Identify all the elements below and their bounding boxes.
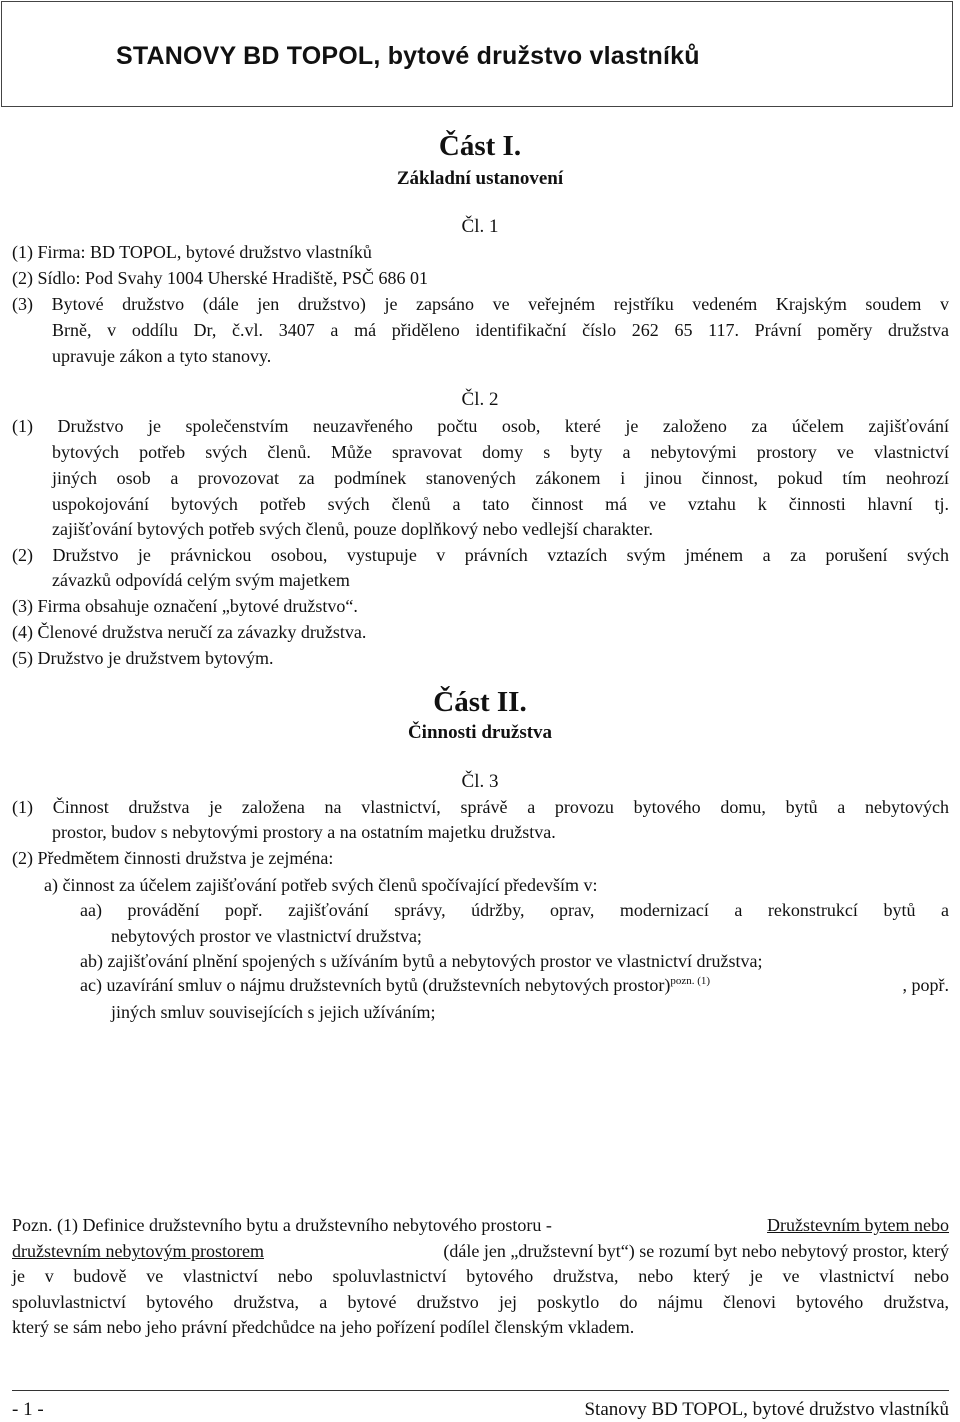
article-1-label: Čl. 1 xyxy=(461,216,499,237)
art3-ac-text: ac) uzavírání smluv o nájmu družstevních bytů (družstevních nebytových prostor)$^{pozn. (1)}$ xyxy=(80,975,711,995)
art3-line: (2) Předmětem činnosti družstva je zejména: xyxy=(12,848,334,868)
part-2-title: Část II. xyxy=(433,686,527,718)
footer-title: Stanovy BD TOPOL, bytové družstvo vlastníků xyxy=(584,1399,949,1420)
art2-line: bytových potřeb svých členů. Může spravovat domy s byty a nebytovými prostory ve vlastnictví xyxy=(52,442,949,462)
art3-line: prostor, budov s nebytovými prostory a na ostatním majetku družstva. xyxy=(52,822,556,842)
note-line: spoluvlastnictví bytového družstva, a bytové družstvo jej poskytlo do nájmu členovi bytového družstva, xyxy=(12,1292,949,1312)
document-title: STANOVY BD TOPOL, bytové družstvo vlastníků xyxy=(116,42,700,70)
art3-line: nebytových prostor ve vlastnictví družstva; xyxy=(111,926,422,946)
note-term-2: družstevním nebytovým prostorem xyxy=(12,1241,264,1261)
article-3-label: Čl. 3 xyxy=(461,771,499,792)
art2-line: závazků odpovídá celým svým majetkem xyxy=(52,570,350,590)
art1-line: (1) Firma: BD TOPOL, bytové družstvo vlastníků xyxy=(12,242,372,262)
note-line: je v budově ve vlastnictví nebo spoluvlastnictví bytového družstva, nebo který je ve vlastnictví nebo xyxy=(12,1266,949,1286)
note-rest-1: (dále jen „družstevní byt“) se rozumí byt nebo nebytový prostor, který xyxy=(443,1241,949,1261)
art2-line: (2) Družstvo je právnickou osobou, vystupuje v právních vztazích svým jménem a za porušení svých xyxy=(12,545,949,565)
art2-line: jiných osob a provozovat za podmínek stanovených zákonem i jinou činnost, pokud tím neohrozí xyxy=(52,468,949,488)
note-term-1: Družstevním bytem nebo xyxy=(767,1215,949,1235)
art3-line: aa) provádění popř. zajišťování správy, údržby, oprav, modernizací a rekonstrukcí bytů a xyxy=(80,900,949,920)
art1-line: upravuje zákon a tyto stanovy. xyxy=(52,346,272,366)
note-line: který se sám nebo jeho právní předchůdce na jeho pořízení podílel členským vkladem. xyxy=(12,1317,635,1337)
art2-line: (1) Družstvo je společenstvím neuzavřeného počtu osob, které je založeno za účelem zajišťování xyxy=(12,416,949,436)
art3-ac-tail: , popř. xyxy=(902,975,949,995)
art1-line: Brně, v oddílu Dr, č.vl. 3407 a má přiděleno identifikační číslo 262 65 117. Právní poměry družstva xyxy=(52,320,949,340)
art2-line: uspokojování bytových potřeb svých členů a tato činnost má ve vztahu k činnosti hlavní tj. xyxy=(52,494,949,514)
footer-rule xyxy=(12,1390,949,1391)
part-1-subtitle: Základní ustanovení xyxy=(396,168,564,189)
part-1-title: Část I. xyxy=(438,130,522,162)
art3-line: a) činnost za účelem zajišťování potřeb svých členů spočívající především v: xyxy=(44,875,598,895)
art3-line: jiných smluv souvisejících s jejich užíváním; xyxy=(111,1002,436,1022)
art3-line: (1) Činnost družstva je založena na vlastnictví, správě a provozu bytového domu, bytů a nebytových xyxy=(12,797,949,817)
page-number: - 1 - xyxy=(12,1399,44,1420)
art2-line: zajišťování bytových potřeb svých členů, pouze doplňkový nebo vedlejší charakter. xyxy=(52,519,654,539)
note-line-2 xyxy=(12,1241,949,1262)
art3-line: ab) zajišťování plnění spojených s užíváním bytů a nebytových prostor ve vlastnictví družstva; xyxy=(80,951,763,971)
article-2-label: Čl. 2 xyxy=(461,389,499,410)
art2-line: (4) Členové družstva neručí za závazky družstva. xyxy=(12,622,367,642)
art1-line: (2) Sídlo: Pod Svahy 1004 Uherské Hradiště, PSČ 686 01 xyxy=(12,268,428,288)
art3-line-ac xyxy=(80,975,949,996)
footnote-reference: pozn. (1) xyxy=(670,975,711,987)
title-box xyxy=(1,1,953,107)
art1-line: (3) Bytové družstvo (dále jen družstvo) je zapsáno ve veřejném rejstříku vedeném Krajským soudem v xyxy=(12,294,949,314)
note-line-1 xyxy=(12,1215,949,1236)
art2-line: (3) Firma obsahuje označení „bytové družstvo“. xyxy=(12,596,358,616)
part-2-subtitle: Činnosti družstva xyxy=(407,722,553,743)
note-prefix: Pozn. (1) Definice družstevního bytu a družstevního nebytového prostoru - xyxy=(12,1215,552,1235)
art2-line: (5) Družstvo je družstvem bytovým. xyxy=(12,648,274,668)
